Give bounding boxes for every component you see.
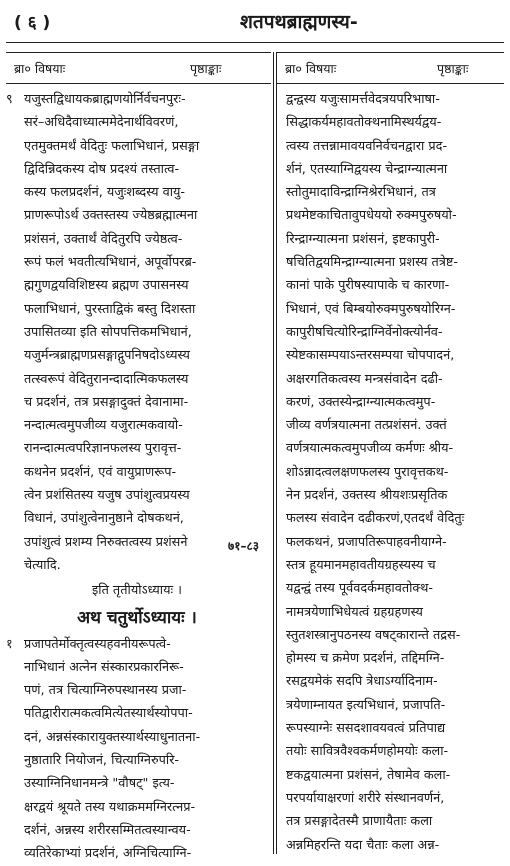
right-entry: [286, 88, 504, 857]
line-text: रानन्दात्मत्वपरिज्ञानफलस्य पुरावृत्त-: [24, 441, 182, 457]
text-line: [6, 484, 268, 507]
text-line: [286, 88, 504, 111]
line-text: विधानं, उपांशुत्वेनानुष्ठाने दोषकथनं,: [24, 511, 184, 527]
text-line: [6, 181, 268, 204]
left-entry-2: [6, 633, 268, 866]
text-line: [6, 414, 268, 437]
right-pages-label: पृष्ठाङ्काः: [437, 61, 469, 76]
line-text: स्तोतुमादाविन्द्राग्निश्रेरभिधानं, तत्र: [286, 185, 436, 201]
line-text: कापुरीषचित्योरिन्द्राग्निर्वेनोक्त्योर्नव-: [286, 324, 443, 340]
text-line: [6, 274, 268, 297]
header-rule: [6, 42, 504, 43]
text-line: [6, 204, 268, 227]
text-line: [6, 461, 268, 484]
line-text: तत्र प्रसङ्गादेतस्मै प्राणायैताः कला: [286, 814, 433, 830]
line-text: त्वस्य तत्तन्नामावयवनिर्वचनद्वारा प्रद-: [286, 138, 448, 154]
text-line: [6, 656, 268, 679]
line-text: फलकथनं, प्रजापतिरूपाहवनीयाग्ने-: [286, 534, 447, 550]
text-line: [286, 321, 504, 344]
line-text: करणं, उक्तस्येन्द्राग्न्यात्मकत्वमुप-: [286, 394, 436, 410]
page-title: शतपथब्राह्मणस्य-: [240, 11, 358, 33]
text-line: [286, 740, 504, 763]
text-line: [6, 702, 268, 725]
line-text: ष्टकद्वयात्मना प्रशंसनं, तेषामेव कला-: [286, 767, 451, 783]
line-text: द्वन्द्वस्य यजुःसामर्त्तवेदत्रयपरिभाषा-: [286, 92, 440, 107]
line-text: सरं–अधिदैवाध्यात्ममेदेनार्थविवरणं,: [24, 115, 179, 131]
line-text: उपांशुत्वं प्रशम्य निरुक्तत्वस्य प्रशंसने: [24, 534, 188, 550]
text-line: [286, 391, 504, 414]
line-text: प्रशंसनं, उक्तार्थं वेदितुरपि ज्येष्ठत्व-: [24, 231, 183, 247]
text-line: [286, 204, 504, 227]
text-line: [286, 531, 504, 554]
text-line: [286, 181, 504, 204]
left-column-text: [6, 88, 268, 866]
line-text: एतमुक्तमर्थं वेदितुः फलाभिधानं, प्रसङ्गा: [24, 138, 200, 154]
line-text: षचितिद्वयमिन्द्राग्न्यात्मना प्रशस्य तत्रेष्ट-: [286, 255, 458, 271]
line-text: कानां पाके पुरीषस्यापाके च कारणा-: [286, 278, 450, 294]
line-text: होमस्य च क्रमेण प्रदर्शनं, तद्दिमग्नि-: [286, 651, 445, 667]
line-text: रसद्वयमेकं सदपि त्रेधाऽर्ग्यादिनाम-: [286, 674, 438, 690]
right-column-header: [277, 52, 504, 84]
line-text: प्रजापतेर्मोक्तृत्वस्यहवनीयरूपत्वे-: [24, 636, 171, 652]
line-text: तयोः सावित्रवैश्वकर्मणहोमयोः कला-: [286, 744, 449, 760]
text-line: [286, 437, 504, 460]
left-entry: [6, 88, 268, 577]
text-line: [6, 298, 268, 321]
line-text: भिधानं, एवं बिम्बयोरुक्मपुरुषयोरिग्न-: [286, 301, 456, 317]
line-text: पतिद्वारीरात्मकत्वमित्येतस्यार्थस्योपपा-: [24, 706, 193, 722]
text-line: [6, 88, 268, 111]
text-line: [286, 507, 504, 530]
line-text: शोऽन्नादत्वलक्षणफलस्य पुरावृत्तकथ-: [286, 464, 449, 480]
line-text: फलस्य संवादेन दढीकरणं,एतदर्थं वेदितुः: [286, 511, 465, 527]
text-line: [286, 461, 504, 484]
line-text: सिद्धाकर्यमहावतोक्थनामिस्थर्यद्वय-: [286, 115, 442, 131]
text-line: [6, 749, 268, 772]
line-text: पणं, तत्र चित्याग्निरुपस्थानस्य प्रजा-: [24, 683, 187, 699]
line-text: अन्नमिहरन्ति यदा चैताः कला अन्न-: [286, 837, 440, 853]
line-text: अक्षरगतिकत्वस्य मन्त्रसंवादेन दढी-: [286, 371, 443, 387]
line-text: रूपस्याग्नेः ससदशावयवत्वं प्रतिपाद्य: [286, 721, 446, 737]
text-line: [6, 158, 268, 181]
line-text: परपर्यायाक्षरणां शरीरे संस्थानवर्णनं,: [286, 790, 445, 806]
text-line: [286, 834, 504, 857]
text-line: [286, 414, 504, 437]
text-line: [6, 796, 268, 819]
text-line: [286, 647, 504, 670]
line-text: उपासितव्या इति सोपपत्तिकमभिधानं,: [24, 324, 192, 340]
text-line: [6, 679, 268, 702]
text-line: [286, 368, 504, 391]
text-line: [6, 437, 268, 460]
line-text: नन्दात्मत्वमुपजीव्य यजुरात्मकवायो-: [24, 418, 183, 434]
margin-page-reference: ७१–८३: [228, 539, 259, 553]
text-line: [286, 251, 504, 274]
entry-number: १: [6, 636, 13, 652]
text-line: [6, 368, 268, 391]
line-text: फलाभिधानं, पुरस्ताद्विकं बस्तु दिशस्ता: [24, 301, 196, 317]
line-text: कस्य फलप्रदर्शनं, यजुःशब्दस्य वायु-: [24, 185, 186, 201]
text-line: [6, 507, 268, 530]
page-header: [0, 0, 510, 44]
text-line: [6, 228, 268, 251]
text-line: [286, 694, 504, 717]
line-text: यजुर्मन्त्रब्राह्मणप्रसङ्गाद्गुपनिषदोऽध्यस्य: [24, 348, 190, 364]
text-line: [286, 344, 504, 367]
text-line: [286, 717, 504, 740]
text-line: [6, 344, 268, 367]
line-text: त्रयेणाम्नायत इत्यभिधानं, प्रजापति-: [286, 697, 446, 713]
line-text: नाभिधानं अत्नेन संस्कारप्रकारनिरू-: [24, 659, 184, 675]
chapter-heading: अथ चतुर्थोऽध्यायः ।: [77, 607, 197, 628]
line-text: नामत्रयेणाभिधेयत्वं ग्रहग्रहणस्य: [286, 604, 423, 620]
line-text: यद्वन्द्वं तस्य पूर्ववदर्कमहावतोक्थ-: [286, 581, 434, 597]
text-line: [286, 624, 504, 647]
line-text: नुष्ठातारि नियोजनं, चित्याग्निरुपरि-: [24, 753, 180, 769]
text-line: [6, 726, 268, 749]
left-subjects-label: ब्रा० विषयाः: [14, 61, 66, 76]
line-text: द्विदिन्निदकस्य दोष प्रदश्यं तस्तात्व-: [24, 161, 180, 177]
text-line: [6, 633, 268, 656]
line-text: क्षरद्वयं श्रूयते तस्य यथाक्रममग्निरत्नप्र-: [24, 799, 196, 815]
text-line: [286, 484, 504, 507]
line-text: चेत्यादि.: [24, 557, 61, 573]
text-line: [286, 158, 504, 181]
line-text: यजुस्तद्विधायकब्राह्मणयोर्निर्वचनपुरः-: [24, 92, 186, 107]
line-text: दर्शनं, अन्नस्य शरीरसम्मितत्वस्यान्वय-: [24, 822, 191, 838]
line-text: व्यतिरेकाभ्यां प्रदर्शनं, अग्निचित्याग्नि-: [24, 846, 192, 862]
text-line: [286, 764, 504, 787]
line-text: स्येष्टकासम्पयाऽन्तरसम्पया चोपपादनं,: [286, 348, 455, 364]
text-line: [6, 251, 268, 274]
text-line: [286, 554, 504, 577]
right-column-text: [286, 88, 504, 857]
text-line: [6, 111, 268, 134]
left-pages-label: पृष्ठाङ्काः: [190, 61, 222, 76]
text-line: [6, 819, 268, 842]
entry-number: ९: [6, 92, 13, 107]
line-text: कथनेन प्रदर्शनं, एवं वायुप्राणरूप-: [24, 464, 177, 480]
text-line: [6, 772, 268, 795]
line-text: स्तुतशस्त्रानुपठनस्य वषट्कारान्ते तद्रस-: [286, 627, 461, 643]
line-text: र्शनं, एतस्याग्निद्वयस्य चेन्द्राग्न्यात्मना: [286, 161, 448, 177]
page-number: ( ६ ): [14, 13, 51, 33]
text-line: [286, 228, 504, 251]
line-text: जीव्य वर्णत्रयात्मना तत्प्रशंसनं. उक्तं: [286, 418, 447, 434]
text-line: [6, 554, 268, 577]
text-line: [286, 577, 504, 600]
line-text: नेन प्रदर्शनं, उक्तस्य श्रीयशःप्रसृतिक: [286, 488, 448, 504]
line-text: उस्याग्निनिधानमन्त्रे "वौषट्" इत्य-: [24, 776, 175, 792]
text-line: [6, 321, 268, 344]
line-text: त्वेन प्रशंसितस्य यजुष उपांशुत्वप्रयस्य: [24, 488, 190, 504]
text-line: [286, 670, 504, 693]
text-line: [286, 298, 504, 321]
line-text: रूपं फलं भवतीत्यभिधानं, अपूर्वोपरब्र-: [24, 255, 197, 271]
line-text: च प्रदर्शनं, तत्र प्रसङ्गादुक्तं देवानामा-: [24, 394, 189, 410]
text-line: [286, 601, 504, 624]
text-line: [286, 111, 504, 134]
right-subjects-label: ब्रा० विषयाः: [285, 61, 337, 76]
line-text: स्तत्र हूयमानमहावतीयग्रहस्यस्य च: [286, 557, 436, 573]
line-text: ह्मगुणद्वयविशिष्टस्य ब्रह्मण उपासनस्य: [24, 278, 189, 294]
line-text: वर्णत्रयात्मकत्वमुपजीव्य कर्मणः श्रीय-: [286, 441, 454, 457]
line-text: तत्स्वरूपं वेदितुरानन्दादात्मिकफलस्य: [24, 371, 189, 387]
text-line: [286, 787, 504, 810]
left-column-header: [6, 52, 271, 84]
text-line: [6, 391, 268, 414]
line-text: दनं, अन्नसंस्कारायुक्तस्यार्थस्याधुनातना-: [24, 729, 201, 745]
chapter-end-line: इति तृतीयोऽध्यायः ।: [91, 583, 183, 599]
column-divider-second: [276, 52, 277, 854]
text-line: [6, 135, 268, 158]
line-text: प्रथमेष्टकाचितावुपधेययो रुक्मपुरुषयो-: [286, 208, 457, 224]
text-line: [286, 135, 504, 158]
line-text: रिन्द्राग्न्यात्मना प्रशंसनं, इष्टकापुरी-: [286, 231, 440, 247]
text-line: [286, 274, 504, 297]
column-divider: [273, 52, 274, 854]
text-line: [286, 810, 504, 833]
line-text: प्राणरूपोऽर्थ उक्तस्तस्य ज्येष्ठब्रह्मात्मना: [24, 208, 198, 224]
